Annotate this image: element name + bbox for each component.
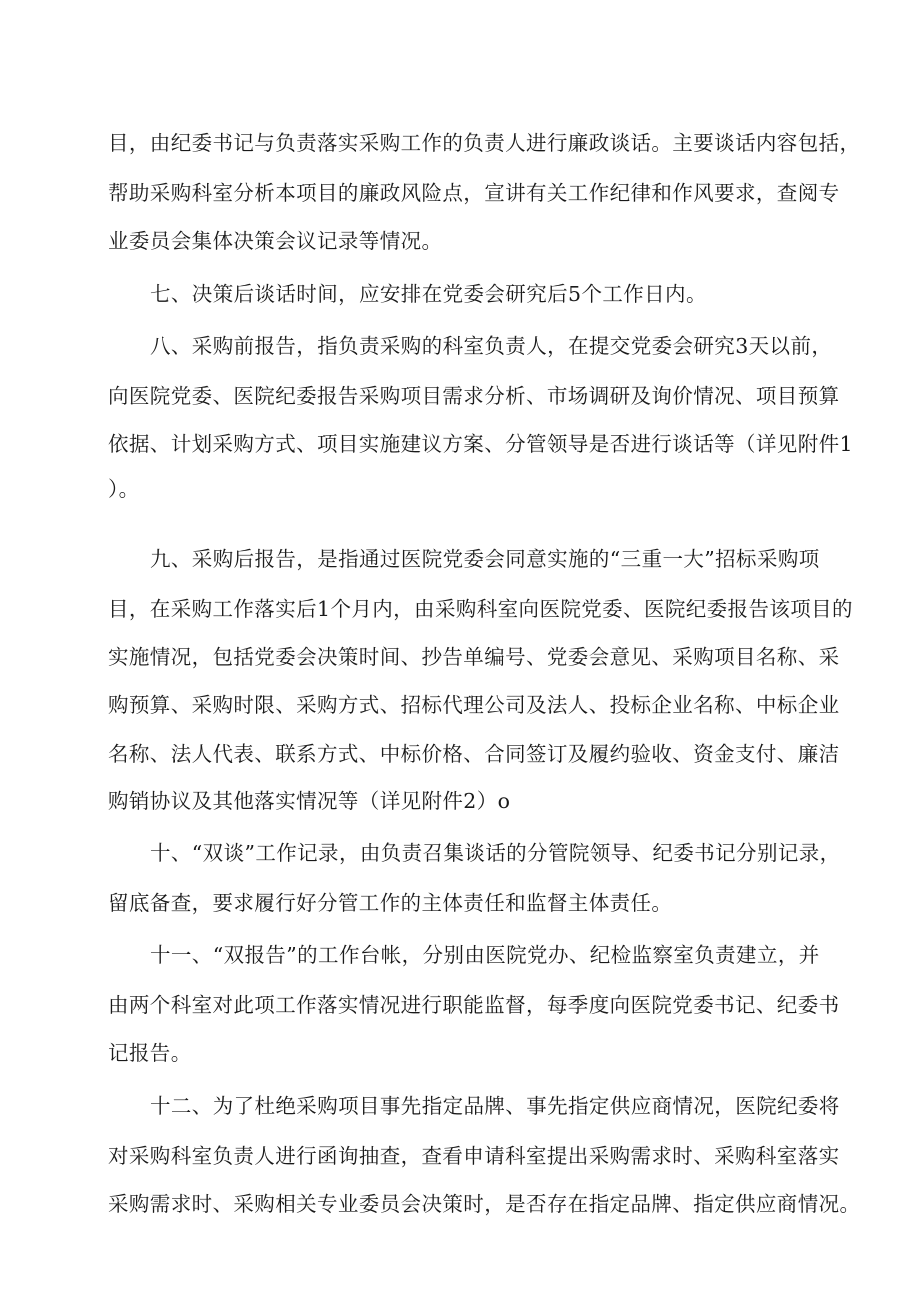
text-line: 购销协议及其他落实情况等（详见附件2）o <box>108 789 511 813</box>
paragraph-ten: 十、“双谈”工作记录，由负责召集谈话的分管院领导、纪委书记分别记录， <box>150 841 841 865</box>
paragraph-nine: 九、采购后报告，是指通过医院党委会同意实施的“三重一大”招标采购项 <box>150 547 820 571</box>
paragraph-seven: 七、决策后谈话时间，应安排在党委会研究后5个工作日内。 <box>150 282 707 306</box>
text-line: 对采购科室负责人进行函询抽查，查看申请科室提出采购需求时、采购科室落实 <box>108 1144 840 1168</box>
text-line: 目，在采购工作落实后1个月内，由采购科室向医院党委、医院纪委报告该项目的 <box>108 597 853 621</box>
paragraph-eight: 八、采购前报告，指负责采购的科室负责人，在提交党委会研究3天以前， <box>150 334 833 358</box>
text-line: 依据、计划采购方式、项目实施建议方案、分管领导是否进行谈话等（详见附件1 <box>108 432 853 456</box>
text-line: 业委员会集体决策会议记录等情况。 <box>108 229 443 253</box>
text-line: 购预算、采购时限、采购方式、招标代理公司及法人、投标企业名称、中标企业 <box>108 693 840 717</box>
text-line: 由两个科室对此项工作落实情况进行职能监督，每季度向医院党委书记、纪委书 <box>108 993 840 1017</box>
paragraph-twelve: 十二、为了杜绝采购项目事先指定品牌、事先指定供应商情况，医院纪委将 <box>150 1094 840 1118</box>
text-line: 帮助采购科室分析本项目的廉政风险点，宣讲有关工作纪律和作风要求，查阅专 <box>108 181 840 205</box>
text-line: 采购需求时、采购相关专业委员会决策时，是否存在指定品牌、指定供应商情况。 <box>108 1192 861 1216</box>
paragraph-eleven: 十一、“双报告”的工作台帐，分别由医院党办、纪检监察室负责建立，并 <box>150 943 820 967</box>
text-line: 向医院党委、医院纪委报告采购项目需求分析、市场调研及询价情况、项目预算 <box>108 384 840 408</box>
text-line: ）。 <box>108 477 140 501</box>
text-line: 目，由纪委书记与负责落实采购工作的负责人进行廉政谈话。主要谈话内容包括， <box>108 131 861 155</box>
text-line: 名称、法人代表、联系方式、中标价格、合同签订及履约验收、资金支付、廉洁 <box>108 742 840 766</box>
text-line: 实施情况，包括党委会决策时间、抄告单编号、党委会意见、采购项目名称、采 <box>108 645 840 669</box>
text-line: 记报告。 <box>108 1041 192 1065</box>
text-line: 留底备查，要求履行好分管工作的主体责任和监督主体责任。 <box>108 891 673 915</box>
